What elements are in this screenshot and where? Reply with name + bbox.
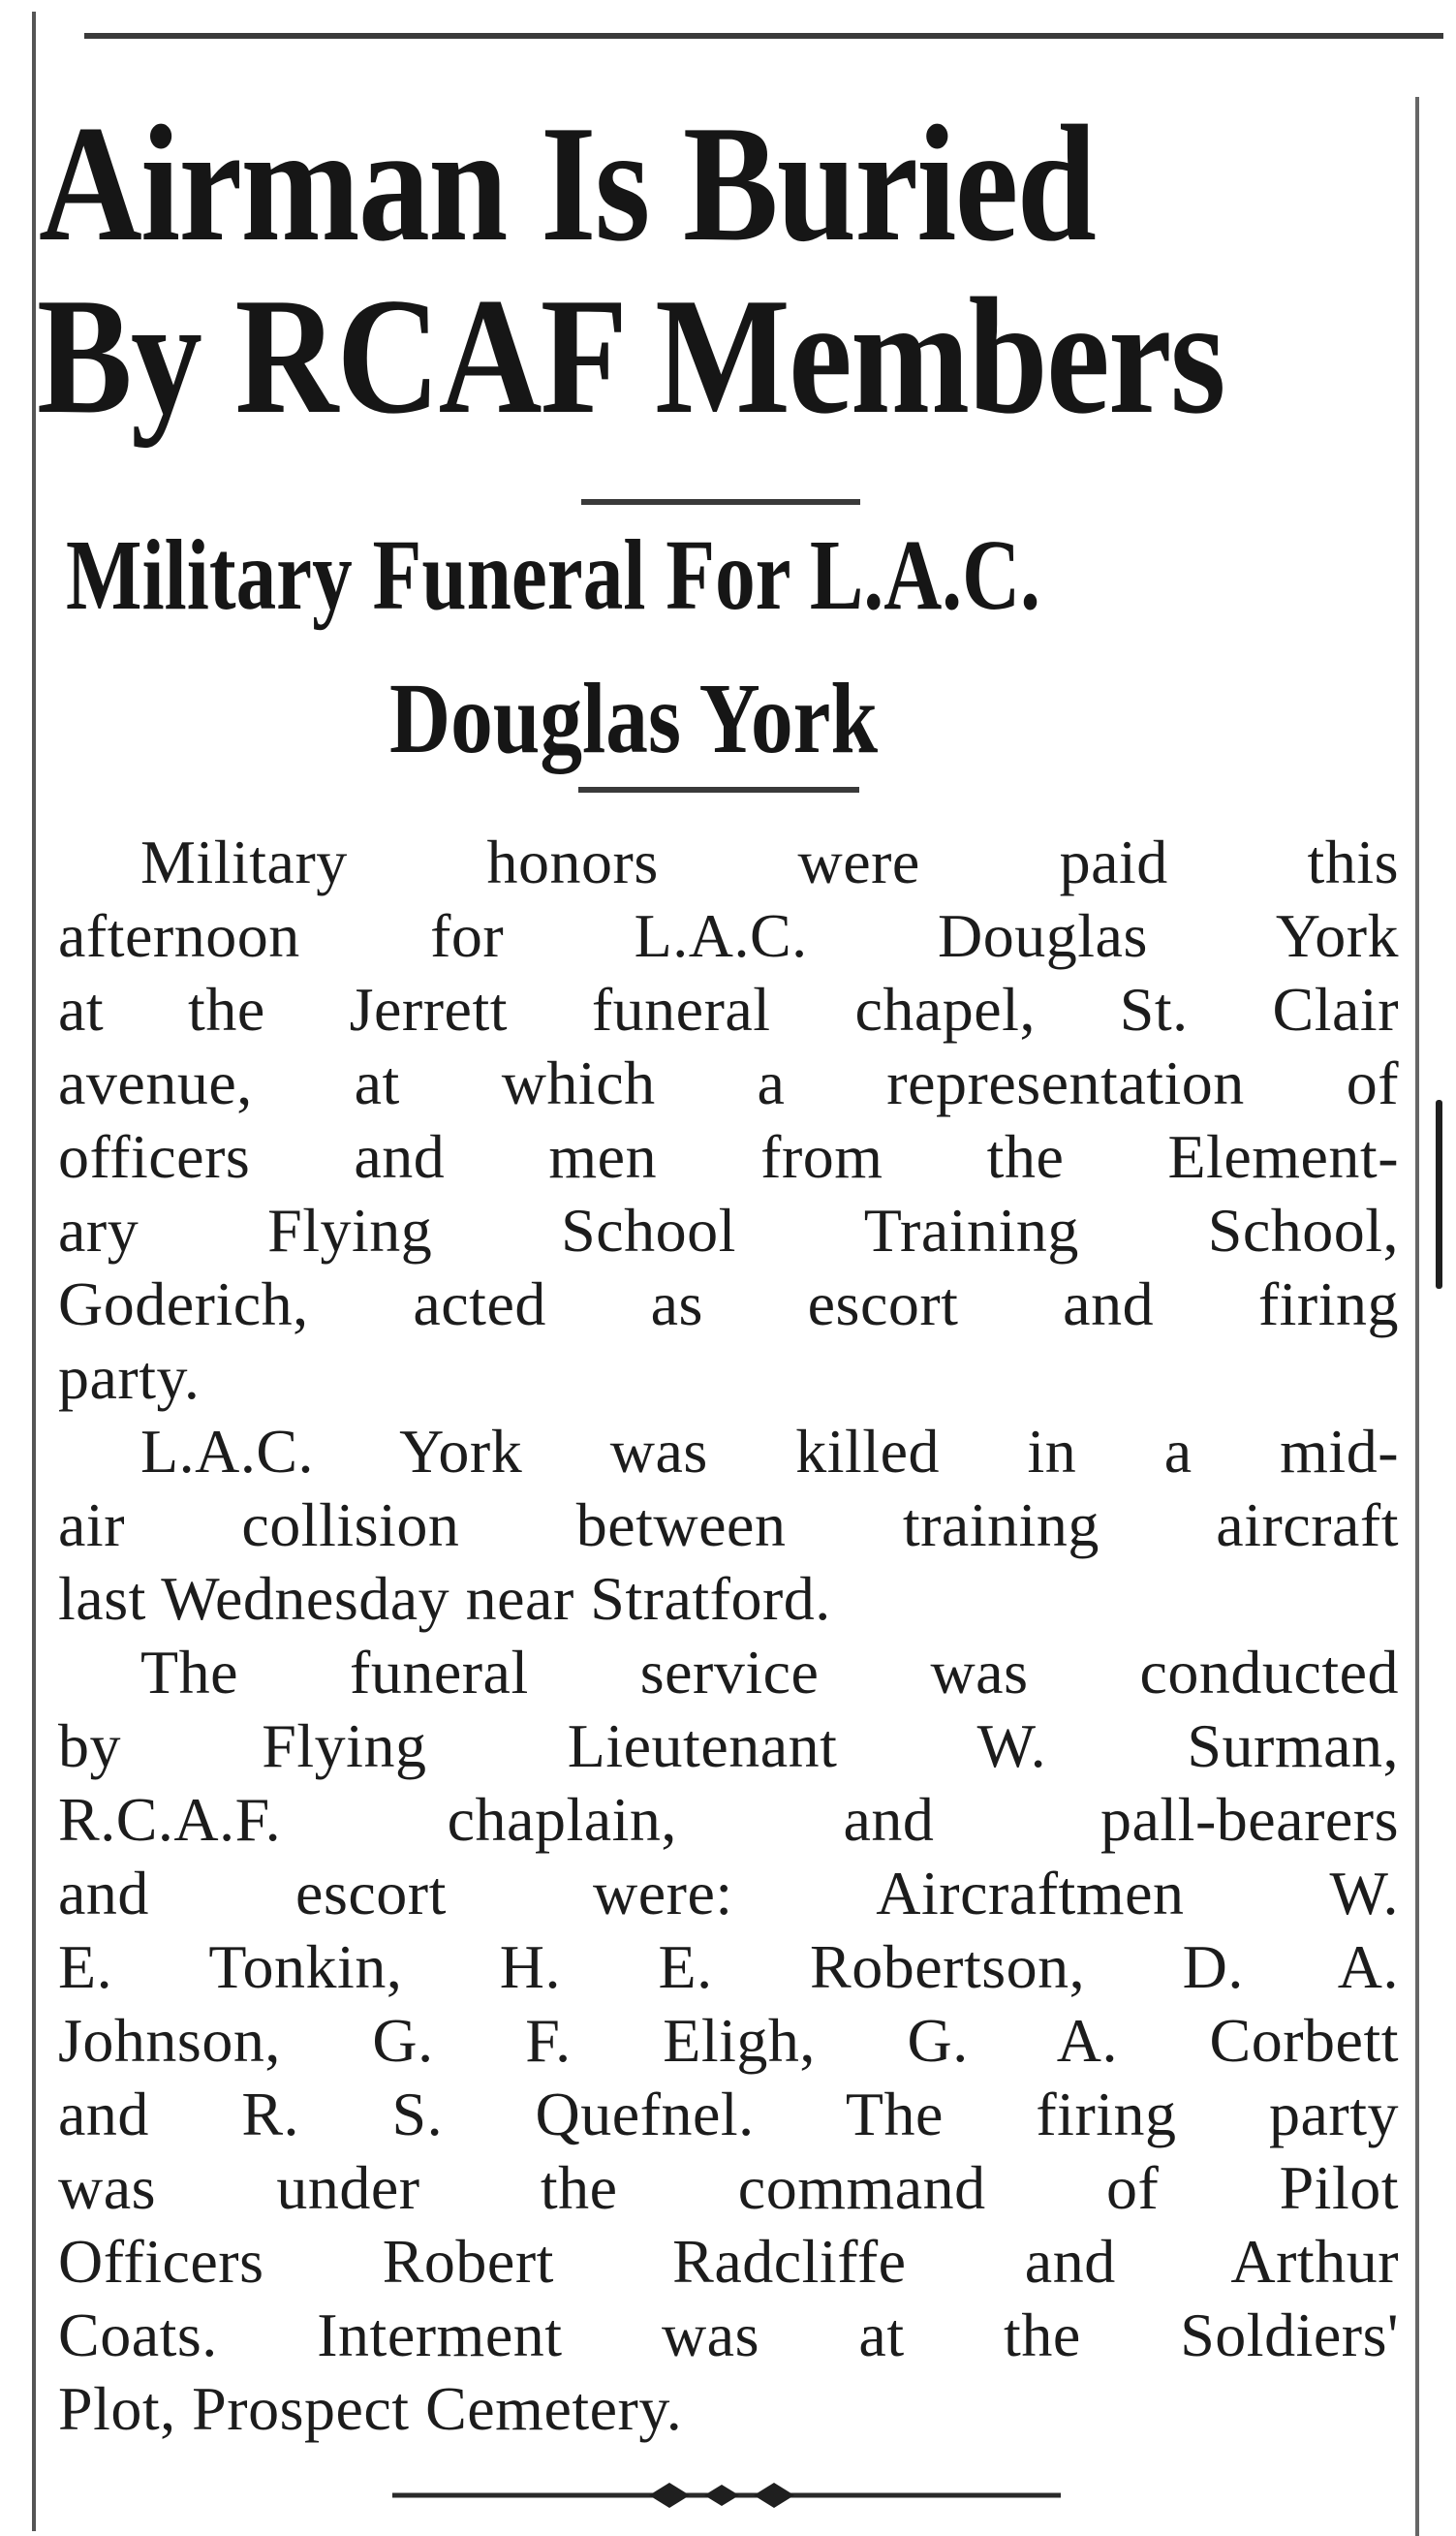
body-line: L.A.C. York was killed in a mid-: [140, 1417, 1399, 1486]
body-line: air collision between training aircraft: [58, 1490, 1399, 1559]
right-column-rule: [1415, 97, 1419, 2536]
body-line: Coats. Interment was at the Soldiers': [58, 2301, 1399, 2369]
body-line: afternoon for L.A.C. Douglas York: [58, 901, 1399, 970]
body-line: Military honors were paid this: [140, 828, 1399, 896]
adjacent-column-fragment: [1436, 1100, 1442, 1289]
body-line: Officers Robert Radcliffe and Arthur: [58, 2227, 1399, 2296]
body-line: Johnson, G. F. Eligh, G. A. Corbett: [58, 2006, 1399, 2075]
body-line: and R. S. Quefnel. The firing party: [58, 2080, 1399, 2148]
body-line: last Wednesday near Stratford.: [58, 1564, 831, 1633]
subheadline-line-1: Military Funeral For L.A.C.: [66, 519, 1040, 631]
body-line: E. Tonkin, H. E. Robertson, D. A.: [58, 1932, 1399, 2001]
headline-line-1: Airman Is Buried: [39, 92, 1096, 276]
body-line: Goderich, acted as escort and firing: [58, 1269, 1399, 1338]
body-line: ary Flying School Training School,: [58, 1196, 1399, 1265]
body-line: party.: [58, 1343, 201, 1412]
body-line: The funeral service was conducted: [140, 1638, 1399, 1706]
body-line: R.C.A.F. chaplain, and pall-bearers: [58, 1785, 1399, 1854]
body-line: by Flying Lieutenant W. Surman,: [58, 1711, 1399, 1780]
headline-line-2: By RCAF Members: [37, 265, 1224, 449]
body-line: at the Jerrett funeral chapel, St. Clair: [58, 975, 1399, 1044]
body-line: officers and men from the Element-: [58, 1122, 1399, 1191]
body-line: was under the command of Pilot: [58, 2153, 1399, 2222]
subheadline-line-2: Douglas York: [389, 663, 879, 774]
left-column-rule: [32, 12, 36, 2531]
subheadline-divider: [578, 787, 859, 793]
top-rule: [84, 33, 1443, 39]
end-ornament-icon: [392, 2481, 1061, 2510]
body-line: and escort were: Aircraftmen W.: [58, 1859, 1399, 1927]
headline-divider: [581, 499, 860, 505]
body-line: Plot, Prospect Cemetery.: [58, 2374, 683, 2443]
body-line: avenue, at which a representation of: [58, 1049, 1399, 1117]
